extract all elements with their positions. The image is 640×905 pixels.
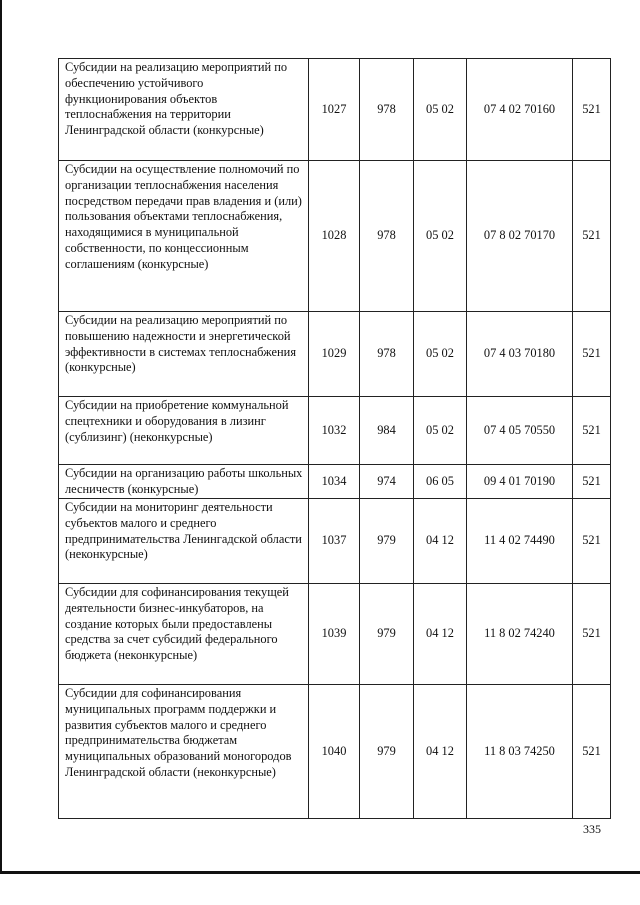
row-gov-code: 978 [360,312,414,397]
row-gov-code: 979 [360,584,414,685]
table-row [59,312,611,397]
row-description: Субсидии на организацию работы школьных лесничеств (конкурсные) [59,465,309,499]
row-section: 06 05 [414,465,467,499]
page-bottom-border [0,871,640,874]
row-code: 1027 [309,59,360,161]
page-number: 335 [583,822,601,836]
table-row [59,397,611,465]
row-gov-code: 979 [360,499,414,584]
row-description: Субсидии на приобретение коммунальной спецтехники и оборудования в лизинг (сублизинг) (неконкурсные) [59,397,309,465]
table-row [59,685,611,819]
row-target-article: 07 4 05 70550 [467,397,573,465]
row-section: 04 12 [414,685,467,819]
row-description: Субсидии для софинансирования муниципальных программ поддержки и развития субъектов малого и среднего предпринимательства бюджетам муниципальных образований моногородов Ленинградской области (неконкурсные) [59,685,309,819]
row-code: 1029 [309,312,360,397]
row-section: 05 02 [414,312,467,397]
row-section: 05 02 [414,59,467,161]
row-expense-type: 521 [573,499,611,584]
row-target-article: 11 4 02 74490 [467,499,573,584]
row-description: Субсидии на мониторинг деятельности субъектов малого и среднего предпринимательства Ленингадской области (неконкурсные) [59,499,309,584]
table-row [59,59,611,161]
row-expense-type: 521 [573,465,611,499]
row-expense-type: 521 [573,397,611,465]
row-code: 1028 [309,161,360,312]
row-target-article: 11 8 03 74250 [467,685,573,819]
row-expense-type: 521 [573,59,611,161]
row-description: Субсидии на осуществление полномочий по организации теплоснабжения населения посредством передачи прав владения и (или) пользования объектами теплоснабжения, находящимися в муниципальной собственности, по концессионным соглашениям (конкурсные) [59,161,309,312]
row-section: 04 12 [414,584,467,685]
row-expense-type: 521 [573,312,611,397]
row-target-article: 07 4 02 70160 [467,59,573,161]
row-section: 05 02 [414,161,467,312]
row-gov-code: 978 [360,161,414,312]
row-description: Субсидии для софинансирования текущей деятельности бизнес-инкубаторов, на создание которых были предоставлены средства за счет субсидий федерального бюджета (неконкурсные) [59,584,309,685]
row-gov-code: 984 [360,397,414,465]
row-section: 05 02 [414,397,467,465]
row-code: 1040 [309,685,360,819]
row-code: 1032 [309,397,360,465]
row-gov-code: 978 [360,59,414,161]
table-row [59,465,611,499]
row-section: 04 12 [414,499,467,584]
row-gov-code: 974 [360,465,414,499]
subsidy-table [58,58,611,819]
table-row [59,161,611,312]
row-code: 1034 [309,465,360,499]
row-target-article: 07 8 02 70170 [467,161,573,312]
page-left-border [0,0,2,873]
row-gov-code: 979 [360,685,414,819]
row-code: 1037 [309,499,360,584]
row-expense-type: 521 [573,161,611,312]
row-expense-type: 521 [573,685,611,819]
row-description: Субсидии на реализацию мероприятий по обеспечению устойчивого функционирования объектов теплоснабжения на территории Ленинградской области (конкурсные) [59,59,309,161]
row-code: 1039 [309,584,360,685]
row-target-article: 09 4 01 70190 [467,465,573,499]
table-row [59,584,611,685]
row-target-article: 11 8 02 74240 [467,584,573,685]
row-target-article: 07 4 03 70180 [467,312,573,397]
row-expense-type: 521 [573,584,611,685]
row-description: Субсидии на реализацию мероприятий по повышению надежности и энергетической эффективности в системах теплоснабжения (конкурсные) [59,312,309,397]
table-row [59,499,611,584]
